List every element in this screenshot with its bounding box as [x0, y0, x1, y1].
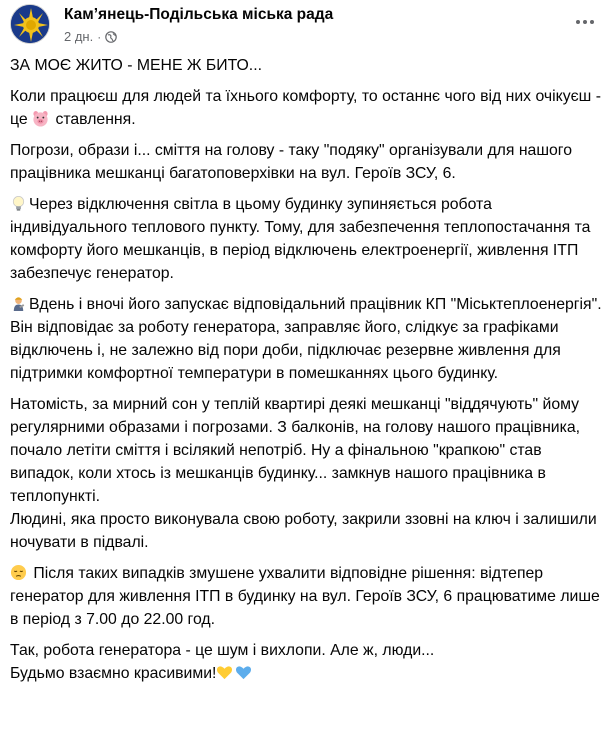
post-text: Через відключення світла в цьому будинку зупиняється робота індивідуального теплового пункту. Тому, для забезпечення теплопостачання та комфорту його мешканців, в період відключень електроенергії, живлення ІТП забезпечує генератор.: [10, 196, 591, 282]
post-time[interactable]: 2 дн.: [64, 29, 94, 44]
post-paragraph: Натомість, за мирний сон у теплій квартирі деякі мешканці "віддячують" йому регулярними образами і погрозами. З балконів, на голову нашого працівника, почало летіти сміття і всілякий непотріб. Ну а фінальною "крапкою" став випадок, коли хтось із мешканців будинку... замкнув нашого працівника в теплопункті.: [10, 396, 581, 505]
post-text: Після таких випадків змушене ухвалити відповідне рішення: відтепер генератор для живлення ІТП в будинку на вул. Героїв ЗСУ, 6 працюватиме лише в період з 7.00 до 22.00 год.: [10, 565, 600, 628]
post-paragraph: [10, 562, 606, 631]
post-body: [10, 54, 606, 693]
more-dot: [583, 20, 587, 24]
blue-heart-emoji: [235, 664, 252, 681]
more-options-button[interactable]: [570, 10, 600, 34]
post-paragraph: Людині, яка просто виконувала свою роботу, закрили ззовні на ключ і залишили ночувати в підвалі.: [10, 511, 597, 551]
more-dot: [576, 20, 580, 24]
post-paragraph: Погрози, образи і... сміття на голову - таку "подяку" організували для нашого працівника мешканці багатоповерхівки на вул. Героїв ЗСУ, 6.: [10, 142, 572, 182]
light-bulb-emoji: [10, 195, 27, 212]
post-headline: ЗА МОЄ ЖИТО - МЕНЕ Ж БИТО...: [10, 57, 262, 74]
page-avatar[interactable]: [10, 4, 50, 44]
post-text: Коли працюєш для людей та їхнього комфорту, то останнє чого від них очікуєш - це: [10, 88, 601, 128]
pig-face-emoji: [32, 110, 49, 127]
post-paragraph: [10, 193, 606, 285]
post-paragraph: [10, 85, 606, 131]
post-paragraph: [10, 662, 606, 685]
pensive-face-emoji: [10, 564, 27, 581]
globe-icon[interactable]: [105, 31, 117, 43]
post-header: [10, 4, 606, 46]
page-name-link[interactable]: Кам’янець-Подільська міська рада: [64, 6, 334, 23]
worker-emoji: [10, 295, 27, 312]
post-paragraph: [10, 293, 606, 385]
post-text: ставлення.: [55, 111, 136, 128]
yellow-heart-emoji: [216, 664, 233, 681]
meta-separator: ·: [97, 29, 102, 44]
post-text: Будьмо взаємно красивими!: [10, 665, 217, 682]
sun-emblem-icon: [11, 5, 50, 44]
post-text: Вдень і вночі його запускає відповідальний працівник КП "Міськтеплоенергія". Він відповідає за роботу генератора, заправляє його, слідкує за графіками відключень і, не залежно від пори доби, підключає резервне живлення для підтримки комфортної температури в помешканнях цього будинку.: [10, 296, 602, 382]
post-meta: [64, 29, 117, 44]
post-paragraph: Так, робота генератора - це шум і вихлопи. Але ж, люди...: [10, 642, 435, 659]
more-dot: [590, 20, 594, 24]
